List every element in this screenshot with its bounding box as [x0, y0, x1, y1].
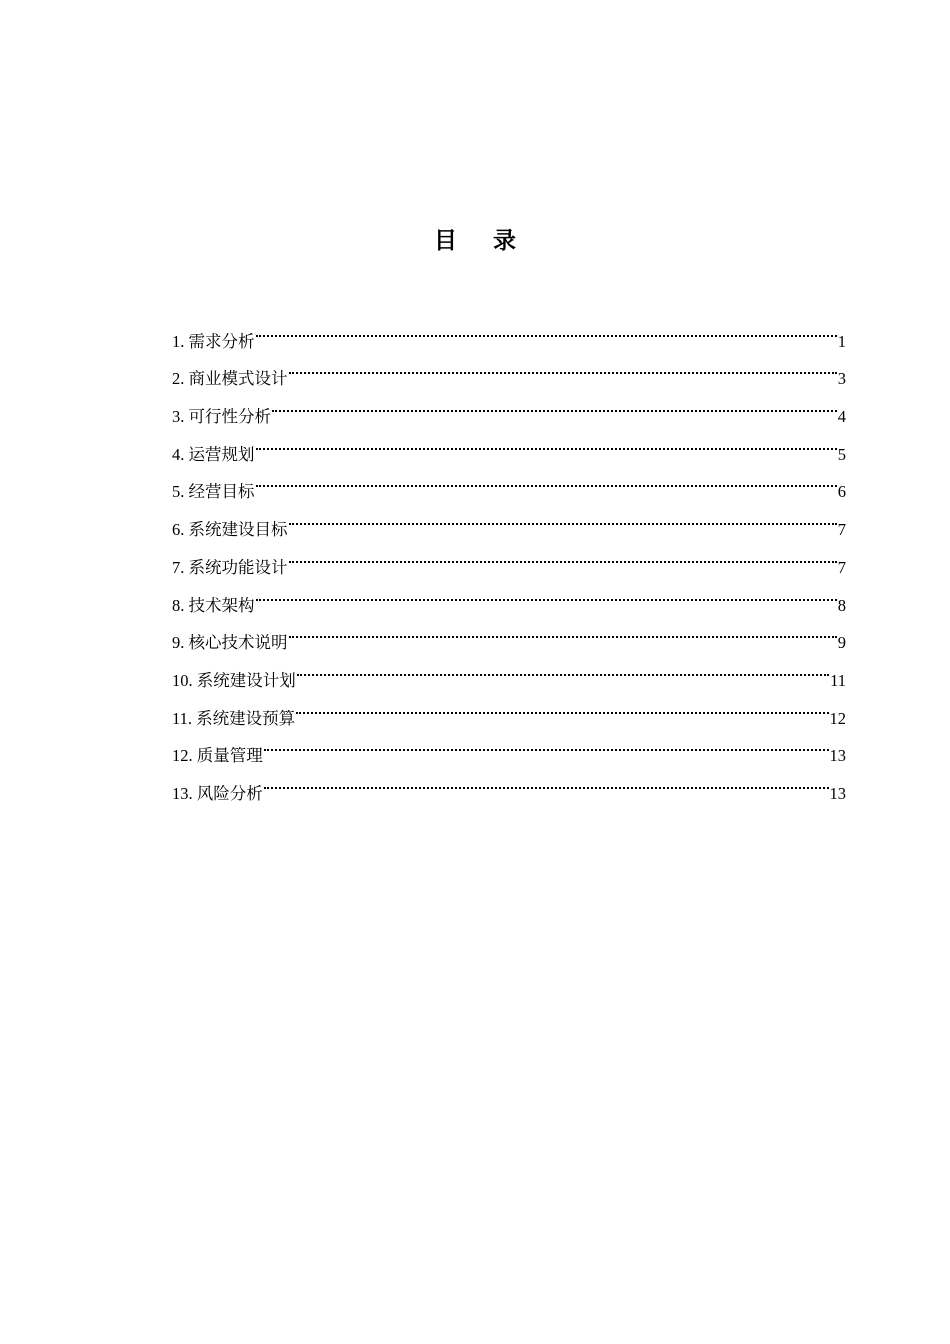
- toc-entry-label: 5. 经营目标: [172, 482, 255, 502]
- toc-title-char-1: 目: [434, 228, 457, 253]
- toc-list: [172, 309, 846, 803]
- toc-page-number: 4: [837, 407, 846, 427]
- toc-entry-label: 10. 系统建设计划: [172, 670, 296, 690]
- toc-page-number: 1: [837, 331, 846, 351]
- toc-page-number: 13: [829, 746, 846, 766]
- toc-entry-1[interactable]: [172, 309, 846, 351]
- toc-page-number: 3: [837, 369, 846, 389]
- toc-entry-label: 12. 质量管理: [172, 746, 263, 766]
- toc-page-number: 13: [829, 783, 846, 803]
- toc-entry-6[interactable]: [172, 497, 846, 540]
- toc-dot-leader: [256, 309, 837, 347]
- toc-page-number: 7: [837, 520, 846, 540]
- toc-entry-label: 8. 技术架构: [172, 595, 255, 615]
- toc-dot-leader: [289, 347, 837, 385]
- toc-dot-leader: [289, 535, 837, 573]
- toc-entry-label: 3. 可行性分析: [172, 407, 271, 427]
- toc-dot-leader: [296, 686, 828, 724]
- toc-title-char-2: 录: [493, 228, 516, 253]
- toc-dot-leader: [256, 422, 837, 460]
- toc-entry-label: 7. 系统功能设计: [172, 557, 288, 577]
- toc-entry-label: 9. 核心技术说明: [172, 633, 288, 653]
- toc-page-number: 9: [837, 633, 846, 653]
- toc-page-number: 6: [837, 482, 846, 502]
- toc-entry-label: 1. 需求分析: [172, 331, 255, 351]
- toc-dot-leader: [272, 384, 837, 422]
- toc-entry-13[interactable]: [172, 761, 846, 803]
- toc-dot-leader: [264, 761, 829, 799]
- toc-title: [0, 223, 950, 259]
- toc-dot-leader: [256, 460, 837, 498]
- toc-dot-leader: [256, 573, 837, 611]
- toc-entry-2[interactable]: [172, 347, 846, 389]
- toc-page-number: 8: [837, 595, 846, 615]
- toc-dot-leader: [297, 648, 829, 686]
- toc-entry-12[interactable]: [172, 724, 846, 766]
- toc-entry-9[interactable]: [172, 611, 846, 653]
- toc-entry-label: 2. 商业模式设计: [172, 369, 288, 389]
- toc-entry-4[interactable]: [172, 422, 846, 464]
- toc-dot-leader: [264, 724, 829, 762]
- toc-entry-label: 4. 运营规划: [172, 444, 255, 464]
- toc-entry-label: 13. 风险分析: [172, 783, 263, 803]
- toc-entry-5[interactable]: [172, 460, 846, 502]
- toc-entry-label: 11. 系统建设预算: [172, 708, 296, 728]
- toc-page-number: 5: [837, 444, 846, 464]
- toc-page-number: 11: [830, 670, 846, 690]
- toc-page-number: 12: [829, 708, 846, 728]
- toc-entry-label: 6. 系统建设目标: [172, 520, 288, 540]
- toc-dot-leader: [289, 611, 837, 649]
- toc-page-number: 7: [837, 557, 846, 577]
- toc-dot-leader: [289, 497, 837, 535]
- toc-entry-8[interactable]: [172, 573, 846, 615]
- toc-entry-3[interactable]: [172, 384, 846, 427]
